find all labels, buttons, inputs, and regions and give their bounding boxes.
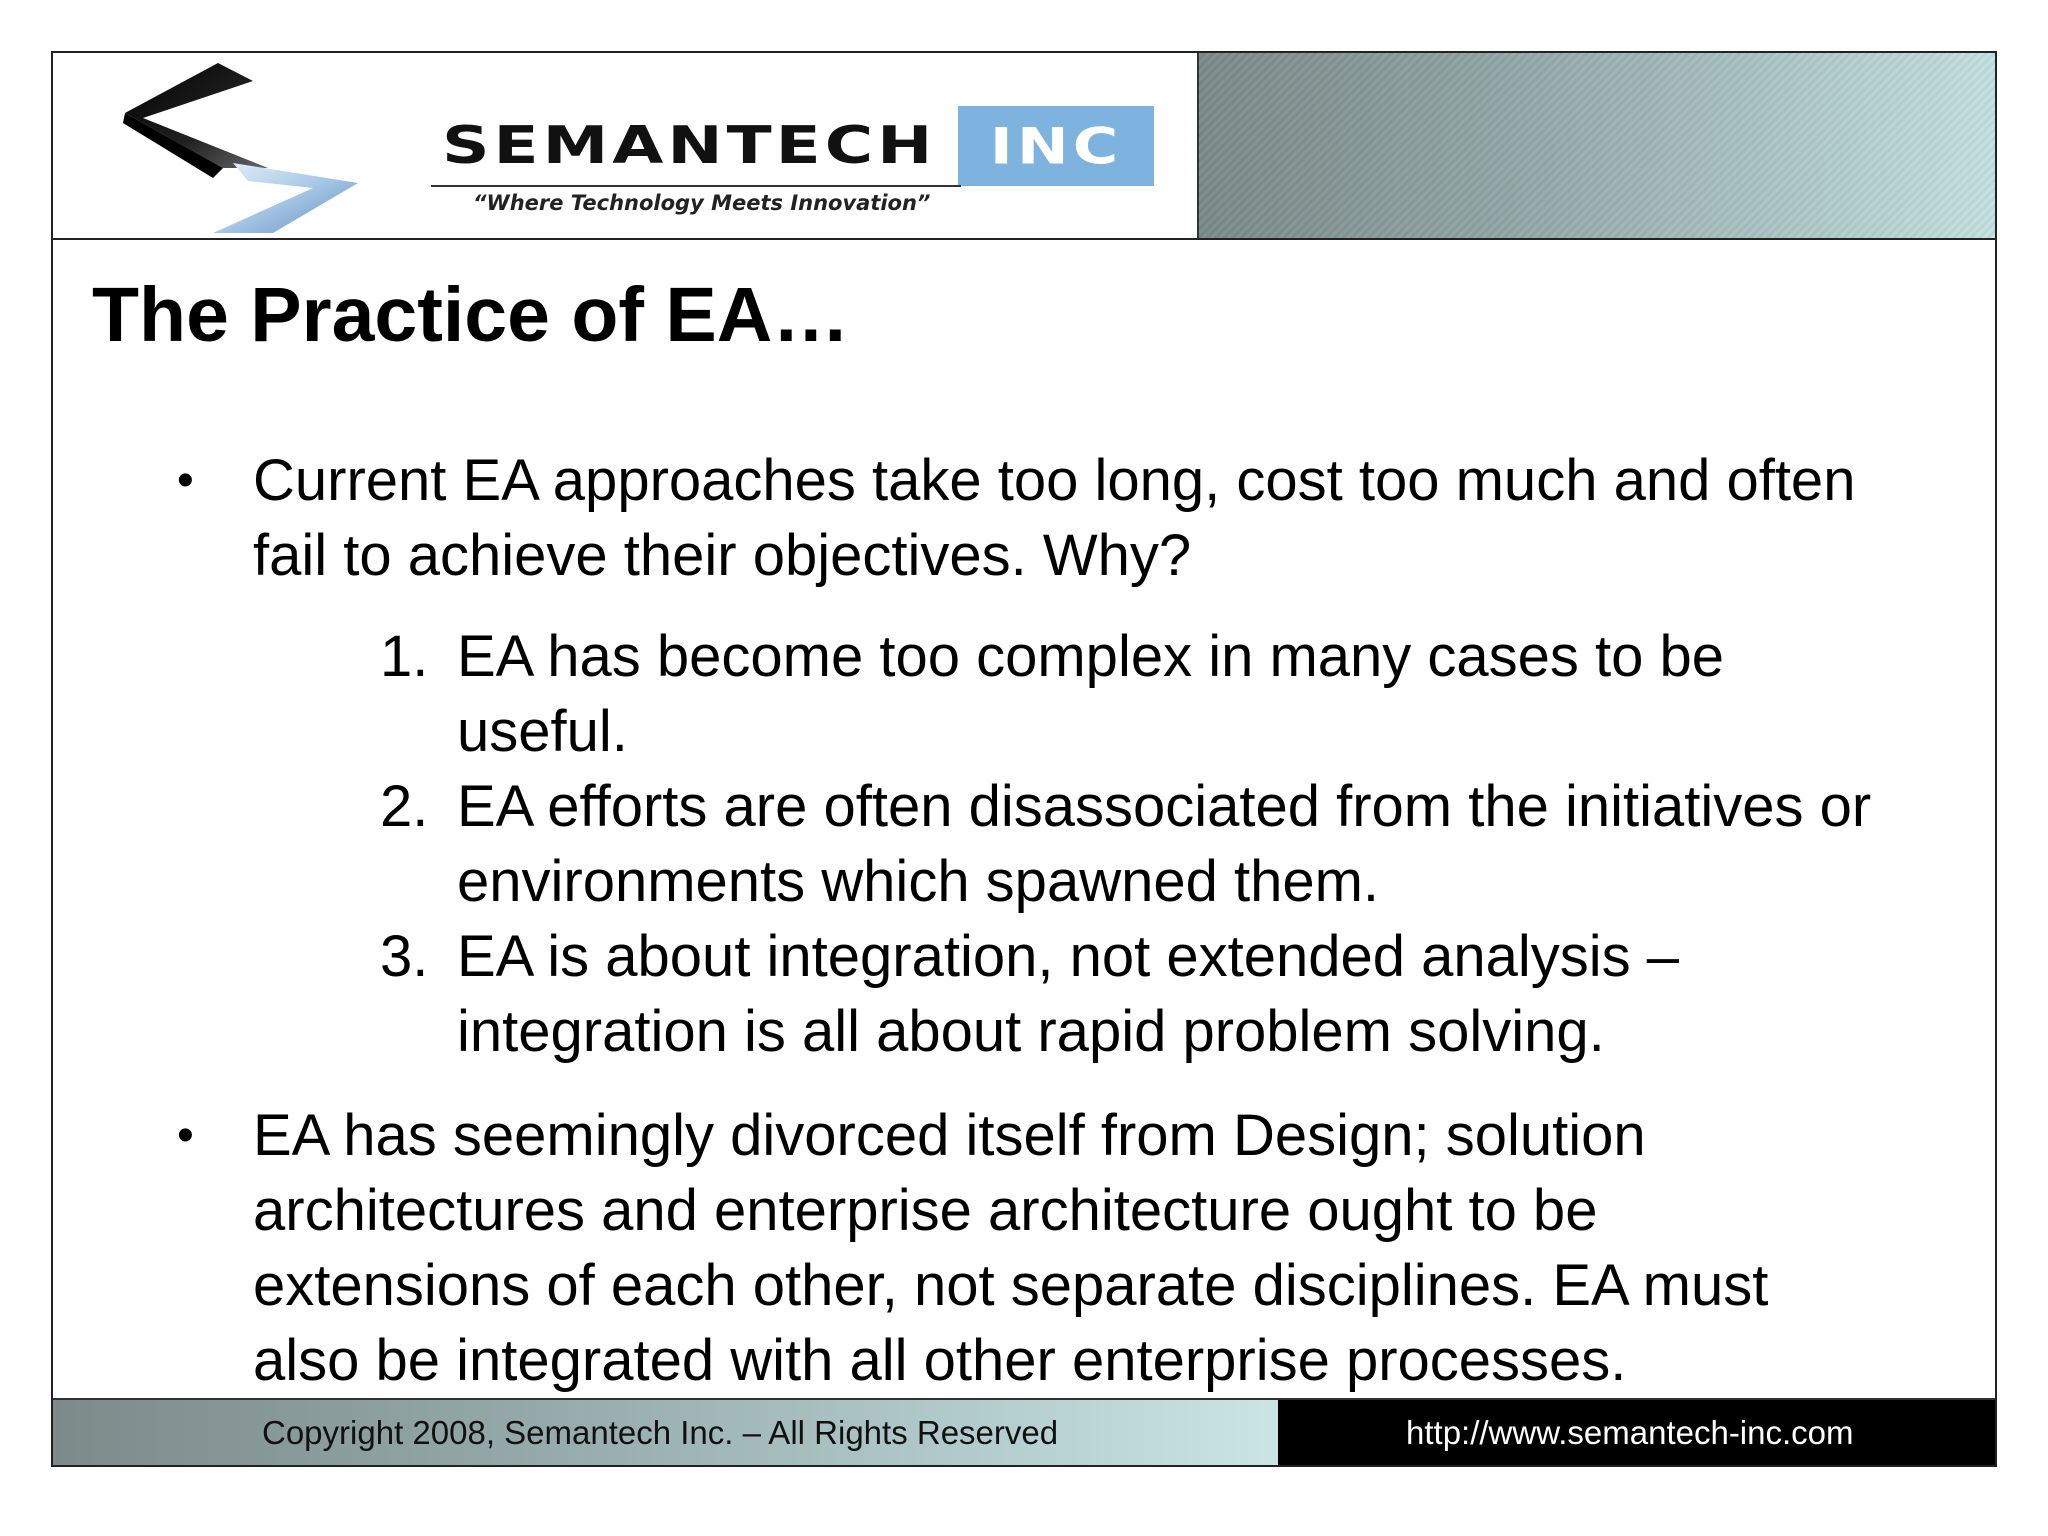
bullet-line: extensions of each other, not separate disciplines. EA must	[253, 1253, 1769, 1318]
bullet-line: also be integrated with all other enterprise processes.	[253, 1328, 1627, 1393]
footer-url-panel	[1278, 1400, 1995, 1465]
bullet-line: fail to achieve their objectives. Why?	[253, 523, 1192, 588]
website-url: http://www.semantech-inc.com	[1406, 1413, 1854, 1451]
numbered-line: useful.	[457, 699, 628, 764]
number-marker: 3.	[380, 924, 429, 989]
slide-header	[53, 53, 1995, 240]
numbered-line: integration is all about rapid problem solving.	[457, 999, 1605, 1064]
bullet-line: Current EA approaches take too long, cost too much and often	[253, 448, 1856, 513]
numbered-line: EA efforts are often disassociated from the initiatives or	[457, 774, 1872, 839]
footer-copyright-panel	[53, 1400, 1278, 1465]
brand-tagline: “Where Technology Meets Innovation”	[473, 191, 931, 215]
copyright-text: Copyright 2008, Semantech Inc. – All Rights Reserved	[262, 1413, 1059, 1451]
brand-name: SEMANTECH	[442, 114, 937, 176]
bullet-marker: •	[177, 1109, 194, 1162]
slide-footer	[53, 1398, 1995, 1465]
brand-suffix: INC	[989, 116, 1123, 176]
semantech-s-logo-icon	[73, 63, 373, 233]
numbered-line: environments which spawned them.	[457, 849, 1380, 914]
bullet-line: architectures and enterprise architecture ought to be	[253, 1178, 1598, 1243]
header-decorative-panel	[1197, 53, 1995, 238]
slide	[51, 51, 1997, 1467]
slide-title: The Practice of EA…	[92, 272, 850, 358]
number-marker: 2.	[380, 774, 429, 839]
numbered-line: EA is about integration, not extended analysis –	[457, 924, 1680, 989]
number-marker: 1.	[380, 624, 429, 689]
bullet-marker: •	[177, 454, 194, 507]
brand-underline	[431, 185, 961, 187]
bullet-line: EA has seemingly divorced itself from Design; solution	[253, 1103, 1646, 1168]
numbered-line: EA has become too complex in many cases to be	[457, 624, 1725, 689]
